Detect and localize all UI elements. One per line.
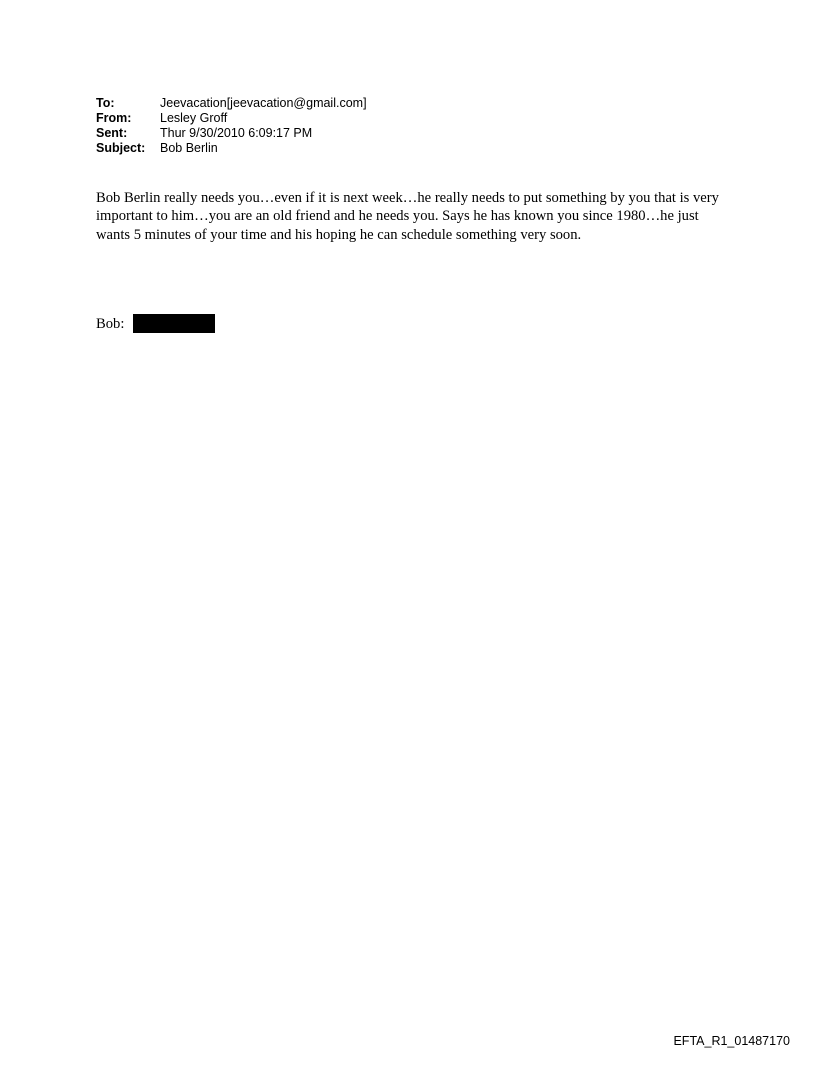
header-subject-row [96, 141, 367, 156]
from-value: Lesley Groff [160, 111, 228, 125]
redaction-box [133, 314, 215, 333]
header-sent-row [96, 126, 367, 141]
sent-value: Thur 9/30/2010 6:09:17 PM [160, 126, 313, 140]
header-to-row [96, 96, 367, 111]
to-value: Jeevacation[jeevacation@gmail.com] [160, 96, 367, 110]
to-label: To: [96, 96, 115, 110]
document-id: EFTA_R1_01487170 [673, 1034, 790, 1048]
from-label: From: [96, 111, 132, 125]
subject-label: Subject: [96, 141, 146, 155]
header-from-row [96, 111, 367, 126]
signature-label: Bob: [96, 315, 125, 332]
signature-line [96, 314, 215, 333]
email-header [96, 96, 367, 156]
subject-value: Bob Berlin [160, 141, 218, 155]
sent-label: Sent: [96, 126, 128, 140]
email-body-paragraph: Bob Berlin really needs you…even if it is next week…he really needs to put something by you that is very important to him…you are an old friend and he needs you. Says he has known you since 1980…he just wants 5 minutes of your time and his hoping he can schedule something very soon. [96, 190, 719, 243]
email-body [96, 189, 736, 244]
